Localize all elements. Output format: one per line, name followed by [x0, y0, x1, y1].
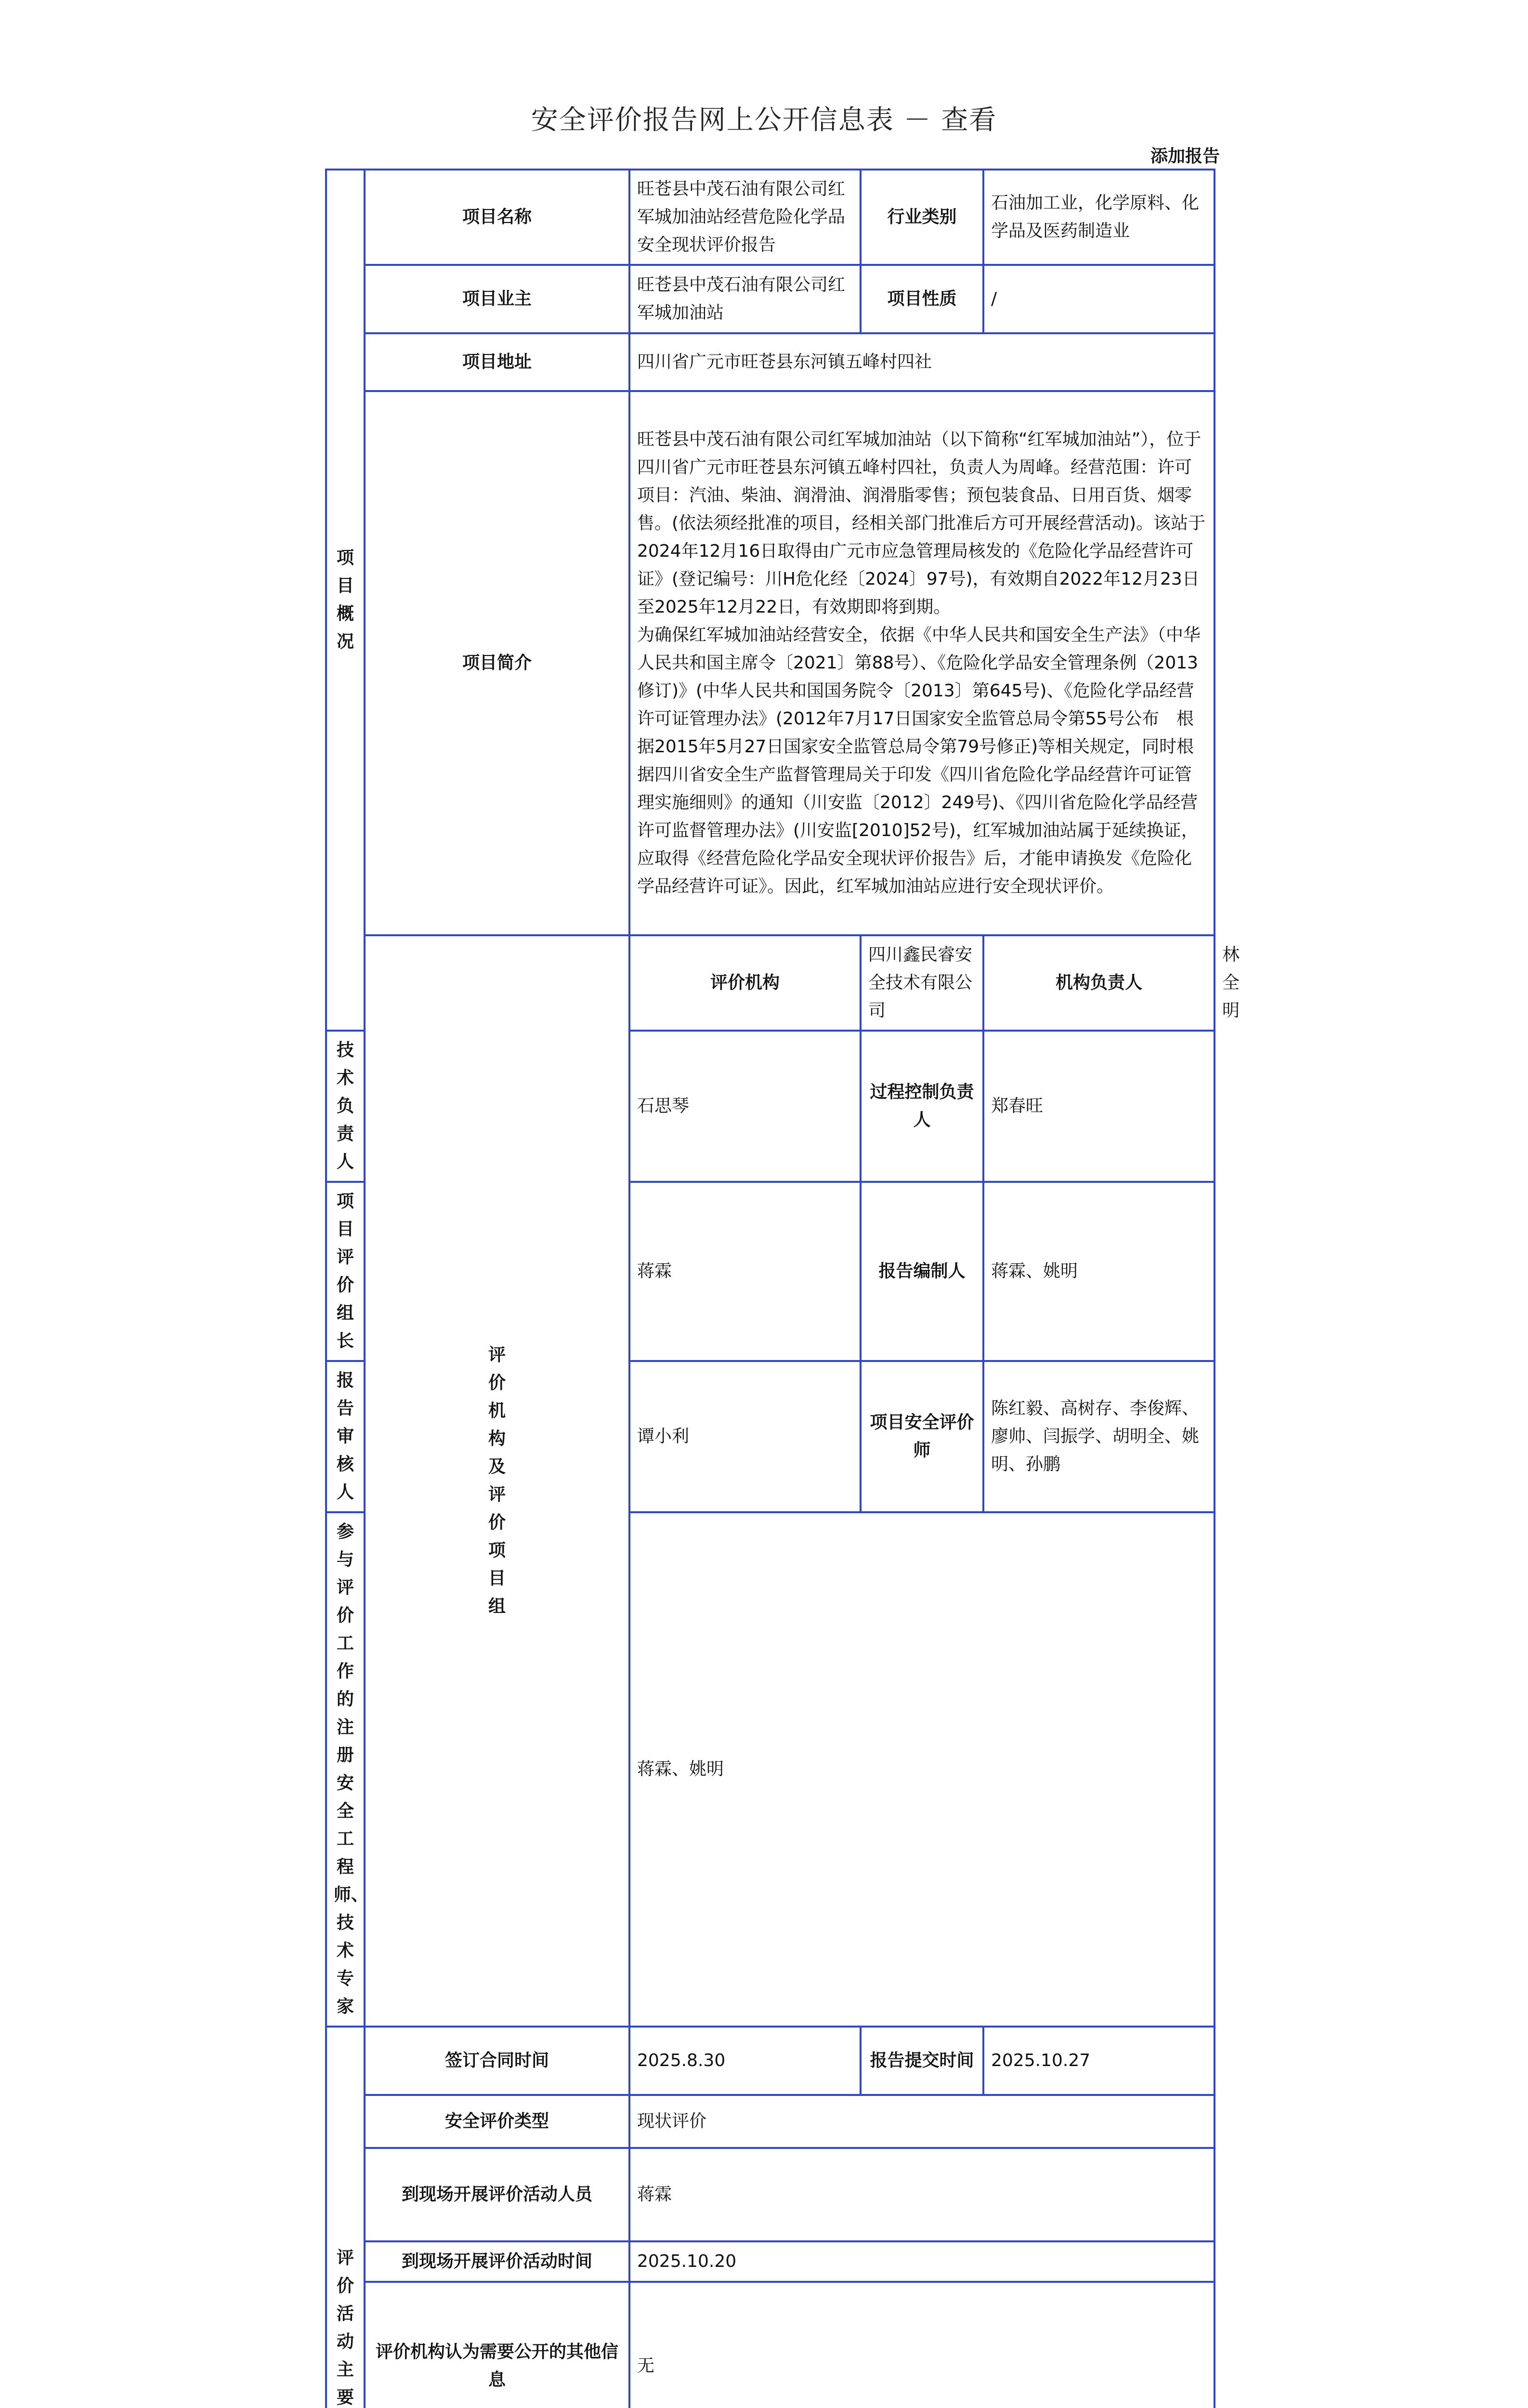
industry-value: 石油加工业，化学原料、化学品及医药制造业: [983, 170, 1215, 265]
evaluators-label: 项目安全评价师: [861, 1361, 983, 1512]
leader-label: 项目评价组长: [326, 1182, 365, 1361]
owner-label: 项目业主: [365, 265, 629, 333]
contract-date-label: 签订合同时间: [365, 2027, 629, 2095]
submit-date-label: 报告提交时间: [861, 2027, 983, 2095]
group-activity-info: 评价活动主要: [326, 2027, 365, 2408]
onsite-time-value: 2025.10.20: [629, 2241, 1215, 2282]
submit-date-value: 2025.10.27: [983, 2027, 1215, 2095]
org-label: 评价机构: [629, 935, 861, 1031]
engineers-value: 蒋霖、姚明: [629, 1512, 1215, 2027]
project-name-label: 项目名称: [365, 170, 629, 265]
tech-head-value: 石思琴: [629, 1031, 861, 1182]
reviewer-value: 谭小利: [629, 1361, 861, 1512]
editor-value: 蒋霖、姚明: [983, 1182, 1215, 1361]
nature-label: 项目性质: [861, 265, 983, 333]
onsite-people-value: 蒋霖: [629, 2148, 1215, 2241]
editor-label: 报告编制人: [861, 1182, 983, 1361]
other-info-label: 评价机构认为需要公开的其他信息: [365, 2282, 629, 2408]
report-info-table: 项目概况 项目名称 旺苍县中茂石油有限公司红军城加油站经营危险化学品安全现状评价报告 行业类别 石油加工业，化学原料、化学品及医药制造业 项目业主 旺苍县中茂石油有限公司红军城加油站 项目性质 / 项目地址 四川省广元市旺苍县东河镇五峰村四社 项目简介 旺苍县中茂石油有限公司红军城加油站（以下简称“红军城加油站”），位于四川省广元市旺苍县东河镇五峰村四社，负责人为周峰。经营范围：许可项目：汽油、柴油、润滑油、润滑脂零售；预包装食品、日用百货、烟零售。(依法须经批准的项目，经相关部门批准后方可开展经营活动)。该站于2024年12月16日取得由广元市应急管理局核发的《危险化学品经营许可证》(登记编号：川H危化经〔2024〕97号)，有效期自2022年12月23日至2025年12月22日，有效期即将到期。 为确保红军城加油站经营安全，依据《中华人民共和国安全生产法》（中华人民共和国主席令〔2021〕第88号）、《危险化学品安全管理条例（2013修订)》(中华人民共和国国务院令〔2013〕第645号)、《危险化学品经营许可证管理办法》(2012年7月17日国家安全监管总局令第55号公布 根据2015年5月27日国家安全监管总局令第79号修正)等相关规定，同时根据四川省安全生产监督管理局关于印发《四川省危险化学品经营许可证管理实施细则》的通知（川安监〔2012〕249号)、《四川省危险化学品经营许可监督管理办法》(川安监[2010]52号)，红军城加油站属于延续换证，应取得《经营危险化学品安全现状评价报告》后，才能申请换发《危险化学品经营许可证》。因此，红军城加油站应进行安全现状评价。 评价机构及评价项目组 评价机构 四川鑫民睿安全技术有限公司 机构负责人 林全明 技术负责人 石思琴 过程控制负责人 郑春旺 项目评价组长 蒋霖 报告编制人 蒋霖、姚明 报告审核人 谭小利 项目安全评价师 陈红毅、高树存、李俊辉、廖帅、闫振学、胡明全、姚明、孙鹏 参与评价工作的注册安全工程师、技术专家 蒋霖、姚明 评价活动主要 签订合同时间 2025.8.30 报告提交时间 2025.10.27 安全评价类型 现状评价 到现场开展评价活动人员 蒋霖 到现场开展评价活动时间 2025.10.20 评价机构认为需要公开的其他信息 无: [325, 169, 1215, 2408]
address-label: 项目地址: [365, 333, 629, 391]
add-report-link[interactable]: 添加报告: [1150, 146, 1220, 166]
nature-value: /: [983, 265, 1215, 333]
project-name-value: 旺苍县中茂石油有限公司红军城加油站经营危险化学品安全现状评价报告: [629, 170, 861, 265]
process-head-value: 郑春旺: [983, 1031, 1215, 1182]
industry-label: 行业类别: [861, 170, 983, 265]
page-title: 安全评价报告网上公开信息表 － 查看: [531, 105, 997, 136]
engineers-label: 参与评价工作的注册安全工程师、技术专家: [326, 1512, 365, 2027]
leader-value: 蒋霖: [629, 1182, 861, 1361]
org-head-label: 机构负责人: [983, 935, 1215, 1031]
group-project-overview: 项目概况: [326, 170, 365, 1031]
onsite-people-label: 到现场开展评价活动人员: [365, 2148, 629, 2241]
intro-label: 项目简介: [365, 391, 629, 935]
intro-value: 旺苍县中茂石油有限公司红军城加油站（以下简称“红军城加油站”），位于四川省广元市旺苍县东河镇五峰村四社，负责人为周峰。经营范围：许可项目：汽油、柴油、润滑油、润滑脂零售；预包装食品、日用百货、烟零售。(依法须经批准的项目，经相关部门批准后方可开展经营活动)。该站于2024年12月16日取得由广元市应急管理局核发的《危险化学品经营许可证》(登记编号：川H危化经〔2024〕97号)，有效期自2022年12月23日至2025年12月22日，有效期即将到期。 为确保红军城加油站经营安全，依据《中华人民共和国安全生产法》（中华人民共和国主席令〔2021〕第88号）、《危险化学品安全管理条例（2013修订)》(中华人民共和国国务院令〔2013〕第645号)、《危险化学品经营许可证管理办法》(2012年7月17日国家安全监管总局令第55号公布 根据2015年5月27日国家安全监管总局令第79号修正)等相关规定，同时根据四川省安全生产监督管理局关于印发《四川省危险化学品经营许可证管理实施细则》的通知（川安监〔2012〕249号)、《四川省危险化学品经营许可监督管理办法》(川安监[2010]52号)，红军城加油站属于延续换证，应取得《经营危险化学品安全现状评价报告》后，才能申请换发《危险化学品经营许可证》。因此，红军城加油站应进行安全现状评价。: [629, 391, 1215, 935]
other-info-value: 无: [629, 2282, 1215, 2408]
contract-date-value: 2025.8.30: [629, 2027, 861, 2095]
onsite-time-label: 到现场开展评价活动时间: [365, 2241, 629, 2282]
process-head-label: 过程控制负责人: [861, 1031, 983, 1182]
evaluators-value: 陈红毅、高树存、李俊辉、廖帅、闫振学、胡明全、姚明、孙鹏: [983, 1361, 1215, 1512]
eval-type-value: 现状评价: [629, 2095, 1215, 2148]
tech-head-label: 技术负责人: [326, 1031, 365, 1182]
eval-type-label: 安全评价类型: [365, 2095, 629, 2148]
owner-value: 旺苍县中茂石油有限公司红军城加油站: [629, 265, 861, 333]
group-evaluation-team: 评价机构及评价项目组: [365, 935, 629, 2027]
org-value: 四川鑫民睿安全技术有限公司: [861, 935, 983, 1031]
reviewer-label: 报告审核人: [326, 1361, 365, 1512]
address-value: 四川省广元市旺苍县东河镇五峰村四社: [629, 333, 1215, 391]
